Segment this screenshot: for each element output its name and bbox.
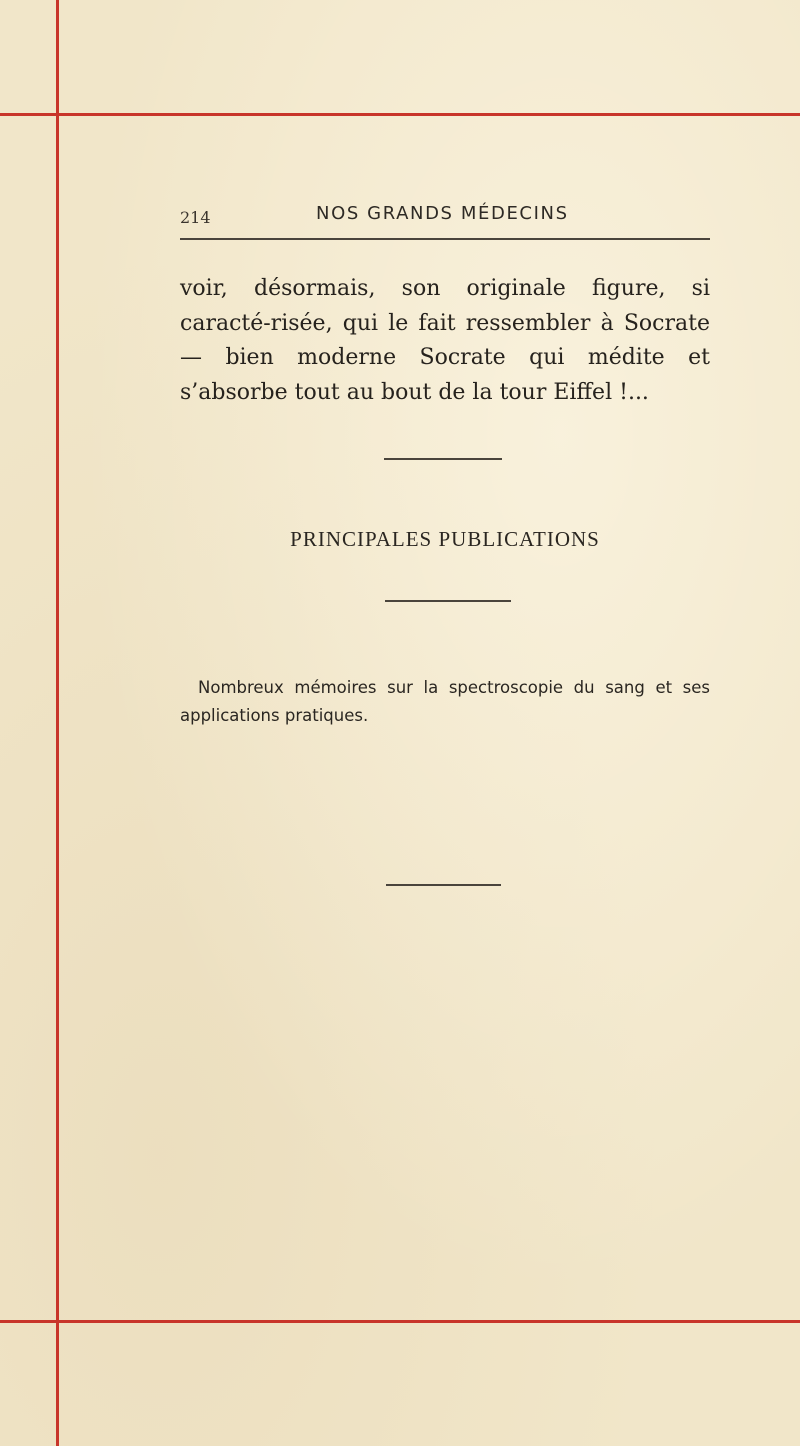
section-divider-bottom xyxy=(386,884,501,886)
page-number: 214 xyxy=(180,208,211,227)
running-title: NOS GRANDS MÉDECINS xyxy=(316,203,569,224)
header-rule xyxy=(180,238,710,240)
publication-entry: Nombreux mémoires sur la spectroscopie du sang et ses applications pratiques. xyxy=(180,678,710,725)
red-border-top-rule xyxy=(0,113,800,116)
running-head xyxy=(180,200,710,240)
section-heading: PRINCIPALES PUBLICATIONS xyxy=(290,527,600,551)
section-divider-top xyxy=(384,458,502,460)
red-border-left-rule xyxy=(56,0,59,1446)
red-border-bottom-rule xyxy=(0,1320,800,1323)
body-paragraph: voir, désormais, son originale figure, si caracté-risée, qui le fait ressembler à Socrate — bien moderne Socrate qui médite et s’absorbe tout au bout de la tour Eiffel !... xyxy=(180,276,710,405)
section-divider-middle xyxy=(385,600,511,602)
